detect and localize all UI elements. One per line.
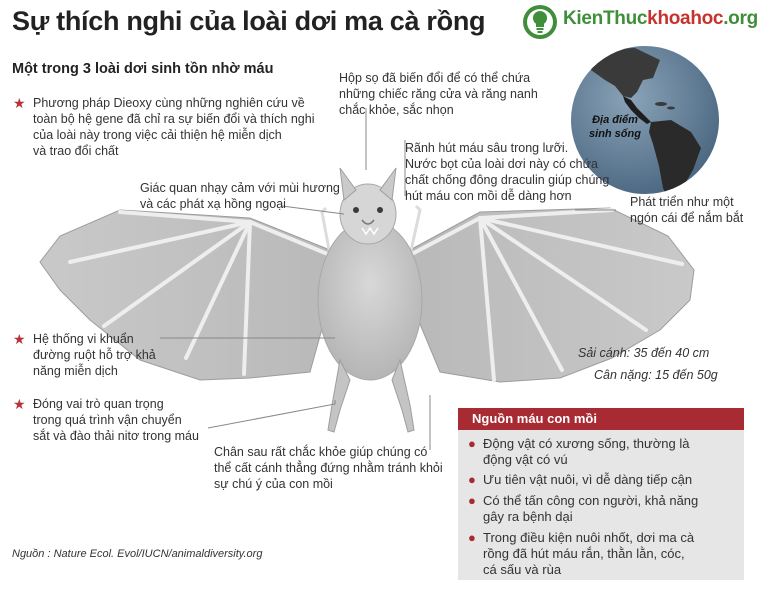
callout-senses-line: Giác quan nhạy cảm với mùi hương	[140, 181, 340, 195]
stat-wingspan: Sải cánh: 35 đến 40 cm	[578, 346, 710, 360]
star-icon: ★	[13, 95, 26, 111]
prey-item	[468, 530, 738, 578]
logo-text-2: khoahoc	[647, 8, 724, 29]
callout-thumb-line: ngón cái để nắm bắt	[630, 211, 744, 225]
map-label-line-2: sinh sống	[589, 128, 641, 140]
bullet-icon: ●	[468, 436, 476, 451]
callout-skull	[339, 70, 559, 118]
source-credit: Nguồn : Nature Ecol. Evol/IUCN/animaldiversity.org	[12, 548, 263, 560]
callout-tongue-line: chất chống đông draculin giúp chúng	[405, 173, 610, 187]
prey-item-line: Trong điều kiện nuôi nhốt, dơi ma cà	[483, 530, 695, 545]
callout-thumb	[630, 194, 748, 226]
note-gut-line: năng miễn dịch	[33, 364, 118, 378]
callout-tongue-line: Nước bọt của loài dơi này có chứa	[405, 157, 598, 171]
callout-senses-line: và các phát xạ hồng ngoại	[140, 197, 286, 211]
prey-item	[468, 472, 738, 488]
callout-legs-line: sự chú ý của con mồi	[214, 477, 333, 491]
star-icon: ★	[13, 331, 26, 347]
map-label-line-1: Địa điểm	[592, 114, 638, 126]
callout-skull-line: chắc khỏe, sắc nhọn	[339, 103, 454, 117]
logo-text-1: KienThuc	[563, 8, 648, 29]
prey-item-line: cá sấu và rùa	[483, 562, 562, 577]
note-iron-line: sắt và đào thải nitơ trong máu	[33, 429, 199, 443]
note-genome-line: Phương pháp Dieoxy cùng những nghiên cứu về	[33, 96, 305, 110]
star-icon: ★	[13, 396, 26, 412]
note-iron-line: trong quá trình vận chuyển	[33, 413, 182, 427]
note-gut-bacteria	[33, 331, 183, 379]
note-genome-line: của loài này trong việc cải thiện hệ miễn dịch	[33, 128, 282, 142]
prey-item	[468, 436, 738, 468]
callout-thumb-line: Phát triển như một	[630, 195, 734, 209]
prey-item-line: rồng đã hút máu rắn, thằn lằn, cóc,	[483, 546, 685, 561]
note-gut-line: đường ruột hỗ trợ khả	[33, 348, 156, 362]
prey-item-line: Ưu tiên vật nuôi, vì dễ dàng tiếp cận	[483, 472, 693, 487]
logo-text-3: .org	[723, 8, 758, 29]
note-gut-line: Hệ thống vi khuẩn	[33, 332, 134, 346]
note-iron-transport	[33, 396, 223, 444]
note-genome-line: toàn bộ hệ gene đã chỉ ra sự biến đổi và thích nghi	[33, 112, 315, 126]
prey-item-line: gây ra bệnh dại	[483, 509, 573, 524]
callout-senses	[140, 180, 350, 212]
page-title: Sự thích nghi của loài dơi ma cà rồng	[12, 6, 486, 36]
note-iron-line: Đóng vai trò quan trọng	[33, 397, 164, 411]
note-genome	[33, 95, 323, 159]
prey-panel	[458, 408, 744, 580]
bullet-icon: ●	[468, 493, 476, 508]
bullet-icon: ●	[468, 472, 476, 487]
callout-tongue-line: Rãnh hút máu sâu trong lưỡi.	[405, 141, 569, 155]
note-genome-line: và trao đổi chất	[33, 144, 119, 158]
prey-item	[468, 493, 738, 525]
callout-tongue-line: hút máu con mồi dễ dàng hơn	[405, 189, 572, 203]
prey-item-line: động vật có vú	[483, 452, 568, 467]
callout-legs-line: Chân sau rất chắc khỏe giúp chúng có	[214, 445, 428, 459]
callout-legs	[214, 444, 454, 492]
callout-tongue	[405, 140, 635, 204]
prey-item-line: Động vật có xương sống, thường là	[483, 436, 690, 451]
stat-weight: Cân nặng: 15 đến 50g	[594, 368, 718, 382]
bullet-icon: ●	[468, 530, 476, 545]
page-subtitle: Một trong 3 loài dơi sinh tồn nhờ máu	[12, 61, 274, 77]
callout-skull-line: những chiếc răng cửa và răng nanh	[339, 87, 538, 101]
prey-panel-header: Nguồn máu con mồi	[458, 408, 744, 430]
prey-item-line: Có thể tấn công con người, khả năng	[483, 493, 699, 508]
callout-legs-line: thể cất cánh thẳng đứng nhằm tránh khỏi	[214, 461, 443, 475]
callout-skull-line: Hộp sọ đã biến đổi để có thể chứa	[339, 71, 531, 85]
